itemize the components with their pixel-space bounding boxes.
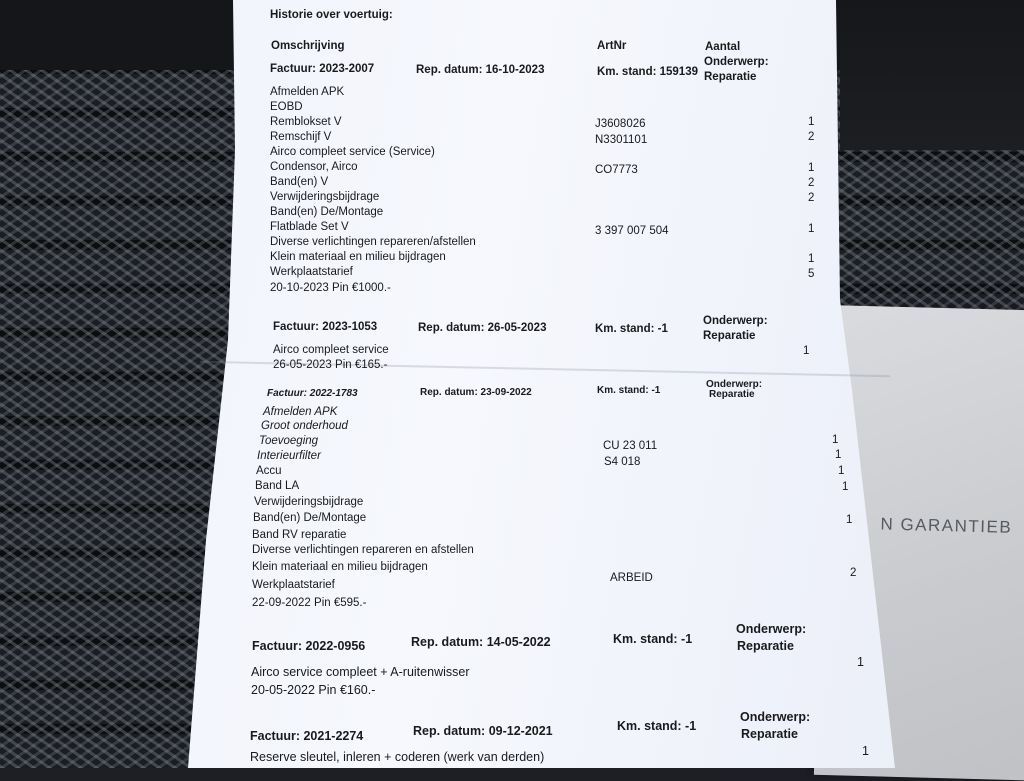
subject-label: Onderwerp: xyxy=(703,315,768,327)
repair-date: Rep. datum: 16-10-2023 xyxy=(416,64,545,76)
line-desc: Reserve sleutel, inleren + coderen (werk van derden) xyxy=(250,750,545,764)
subject-label: Onderwerp: xyxy=(740,710,811,724)
seat-shadow-right xyxy=(840,0,1024,150)
payment-line: 20-05-2022 Pin €160.- xyxy=(251,683,376,697)
booklet-title: N GARANTIEB xyxy=(880,514,1013,537)
line-desc: Diverse verlichtingen repareren/afstellen xyxy=(270,236,476,248)
invoice-number: Factuur: 2022-1783 xyxy=(267,388,358,399)
payment-line: 20-10-2023 Pin €1000.- xyxy=(270,282,391,294)
line-artnr: ARBEID xyxy=(610,572,653,584)
line-desc: Interieurfilter xyxy=(257,450,321,462)
line-qty: 1 xyxy=(832,434,839,446)
line-qty: 2 xyxy=(808,177,815,189)
payment-line: 26-05-2023 Pin €165.- xyxy=(273,359,388,371)
repair-date: Rep. datum: 09-12-2021 xyxy=(413,724,553,738)
line-desc: Remschijf V xyxy=(270,131,332,143)
mileage: Km. stand: 159139 xyxy=(597,66,698,78)
header-artnr: ArtNr xyxy=(597,40,627,52)
line-artnr: J3608026 xyxy=(595,118,646,130)
line-qty: 1 xyxy=(808,253,815,265)
line-qty: 1 xyxy=(808,116,815,128)
line-qty: 2 xyxy=(808,192,815,204)
header-omschrijving: Omschrijving xyxy=(271,40,345,52)
line-qty: 1 xyxy=(862,744,869,758)
subject-value: Reparatie xyxy=(703,330,756,342)
line-qty: 1 xyxy=(838,465,845,477)
line-artnr: CO7773 xyxy=(595,164,638,176)
line-desc: Band RV reparatie xyxy=(252,529,347,541)
header-aantal: Aantal xyxy=(705,41,741,53)
line-desc: Groot onderhoud xyxy=(261,420,348,432)
line-qty: 1 xyxy=(803,345,810,357)
line-desc: Airco compleet service (Service) xyxy=(270,146,435,158)
line-desc: Toevoeging xyxy=(259,435,319,447)
repair-date: Rep. datum: 23-09-2022 xyxy=(420,387,532,398)
line-qty: 5 xyxy=(808,268,815,280)
line-qty: 1 xyxy=(808,162,815,174)
line-desc: Airco service compleet + A-ruitenwisser xyxy=(251,665,470,679)
line-artnr: N3301101 xyxy=(595,134,648,146)
line-desc: Klein materiaal en milieu bijdragen xyxy=(270,251,446,263)
line-desc: Werkplaatstarief xyxy=(252,579,335,591)
subject-label: Onderwerp: xyxy=(736,622,807,636)
line-desc: Flatblade Set V xyxy=(270,221,349,233)
line-desc: Verwijderingsbijdrage xyxy=(270,191,380,203)
mileage: Km. stand: -1 xyxy=(617,719,697,733)
line-desc: Afmelden APK xyxy=(263,406,338,418)
line-qty: 1 xyxy=(835,449,842,461)
line-desc: Condensor, Airco xyxy=(270,161,358,173)
line-artnr: S4 018 xyxy=(604,456,641,468)
line-desc: Airco compleet service xyxy=(273,344,389,356)
invoice-number: Factuur: 2021-2274 xyxy=(250,729,364,743)
line-qty: 1 xyxy=(846,514,853,526)
line-desc: EOBD xyxy=(270,101,303,113)
line-qty: 2 xyxy=(850,567,857,579)
line-desc: Werkplaatstarief xyxy=(270,266,353,278)
line-artnr: 3 397 007 504 xyxy=(595,225,669,237)
repair-date: Rep. datum: 14-05-2022 xyxy=(411,635,551,649)
subject-label: Onderwerp: xyxy=(704,56,769,68)
line-desc: Band(en) De/Montage xyxy=(270,206,384,218)
subject-value: Reparatie xyxy=(737,639,794,653)
line-desc: Band LA xyxy=(255,480,300,492)
line-desc: Afmelden APK xyxy=(270,86,345,98)
line-desc: Klein materiaal en milieu bijdragen xyxy=(252,561,428,573)
subject-value: Reparatie xyxy=(709,389,755,400)
invoice-number: Factuur: 2022-0956 xyxy=(252,639,366,653)
subject-value: Reparatie xyxy=(704,71,757,83)
line-artnr: CU 23 011 xyxy=(603,440,658,452)
mileage: Km. stand: -1 xyxy=(597,385,661,396)
line-qty: 2 xyxy=(808,131,815,143)
line-qty: 1 xyxy=(808,223,815,235)
line-desc: Verwijderingsbijdrage xyxy=(254,496,364,508)
doc-title: Historie over voertuig: xyxy=(270,9,393,21)
repair-date: Rep. datum: 26-05-2023 xyxy=(418,322,547,334)
payment-line: 22-09-2022 Pin €595.- xyxy=(252,597,367,609)
subject-value: Reparatie xyxy=(741,727,798,741)
subject-label: Onderwerp: xyxy=(706,379,763,390)
line-desc: Accu xyxy=(256,465,282,477)
line-desc: Diverse verlichtingen repareren en afstellen xyxy=(252,544,474,556)
line-desc: Band(en) V xyxy=(270,176,329,188)
line-qty: 1 xyxy=(842,481,849,493)
mileage: Km. stand: -1 xyxy=(613,632,693,646)
line-desc: Remblokset V xyxy=(270,116,342,128)
invoice-number: Factuur: 2023-1053 xyxy=(273,321,378,333)
line-desc: Band(en) De/Montage xyxy=(253,512,367,524)
invoice-number: Factuur: 2023-2007 xyxy=(270,63,375,75)
line-qty: 1 xyxy=(857,655,864,669)
mileage: Km. stand: -1 xyxy=(595,323,668,335)
